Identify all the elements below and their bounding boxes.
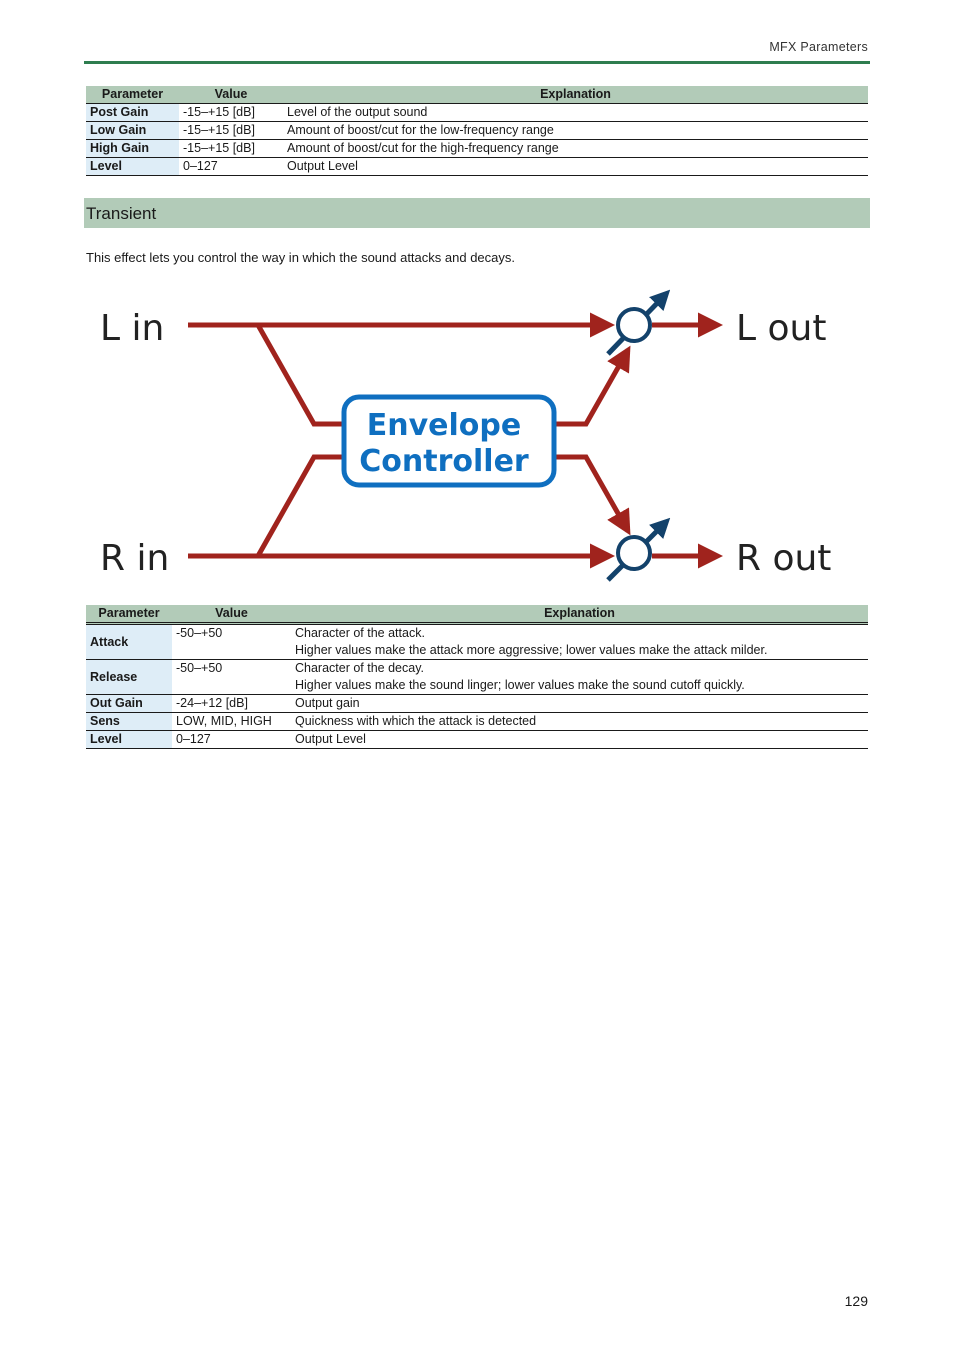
param-name: Level [86,731,172,749]
param-name: Out Gain [86,695,172,713]
param-value: -24–+12 [dB] [172,695,291,713]
running-header: MFX Parameters [769,40,868,54]
param-explanation: Output gain [291,695,868,713]
parameter-table-transient [86,605,868,749]
table-row [86,104,868,122]
col-header-explanation: Explanation [291,605,868,624]
section-title: Transient [86,204,157,223]
table-row [86,624,868,660]
param-value: 0–127 [172,731,291,749]
col-header-value: Value [179,86,283,104]
table-row [86,713,868,731]
param-explanation: Output Level [291,731,868,749]
param-name: Attack [86,624,172,660]
param-value: -50–+50 [172,624,291,660]
explanation-line: Character of the attack. [295,626,425,640]
param-explanation [291,660,868,695]
table-header-row [86,86,868,104]
control-to-l-vca [554,350,628,424]
param-name: Sens [86,713,172,731]
l-sidechain-path [258,325,344,424]
table-row [86,695,868,713]
param-value: -50–+50 [172,660,291,695]
page-number: 129 [844,1293,868,1309]
param-name: High Gain [86,140,179,158]
table-row [86,140,868,158]
label-l-in: L in [100,308,165,349]
param-value: -15–+15 [dB] [179,122,283,140]
section-heading-bar [84,198,870,228]
explanation-line: Higher values make the attack more aggressive; lower values make the attack milder. [295,643,768,657]
explanation-line: Higher values make the sound linger; lower values make the sound cutoff quickly. [295,678,745,692]
r-sidechain-path [258,457,344,556]
param-name: Level [86,158,179,176]
col-header-parameter: Parameter [86,605,172,624]
label-r-out: R out [736,538,832,579]
param-explanation: Amount of boost/cut for the high-frequency range [283,140,868,158]
col-header-parameter: Parameter [86,86,179,104]
table-row [86,122,868,140]
table-row [86,660,868,695]
envelope-controller-block [344,397,554,485]
param-value: -15–+15 [dB] [179,104,283,122]
param-name: Release [86,660,172,695]
control-to-r-vca [554,457,628,531]
table-row [86,731,868,749]
param-name: Low Gain [86,122,179,140]
col-header-value: Value [172,605,291,624]
param-name: Post Gain [86,104,179,122]
param-explanation: Output Level [283,158,868,176]
box-label-line1: Envelope [366,408,522,443]
param-explanation: Level of the output sound [283,104,868,122]
table-header-row [86,605,868,624]
param-value: LOW, MID, HIGH [172,713,291,731]
parameter-table-common [86,86,868,176]
table-row [86,158,868,176]
col-header-explanation: Explanation [283,86,868,104]
param-explanation [291,624,868,660]
r-vca-icon [608,522,666,580]
param-explanation: Quickness with which the attack is detected [291,713,868,731]
label-l-out: L out [736,308,827,349]
header-rule [84,61,870,64]
signal-flow-diagram [86,282,846,592]
label-r-in: R in [100,538,170,579]
param-value: -15–+15 [dB] [179,140,283,158]
section-description: This effect lets you control the way in which the sound attacks and decays. [86,250,515,265]
box-label-line2: Controller [359,444,529,479]
param-explanation: Amount of boost/cut for the low-frequency range [283,122,868,140]
param-value: 0–127 [179,158,283,176]
explanation-line: Character of the decay. [295,661,425,675]
